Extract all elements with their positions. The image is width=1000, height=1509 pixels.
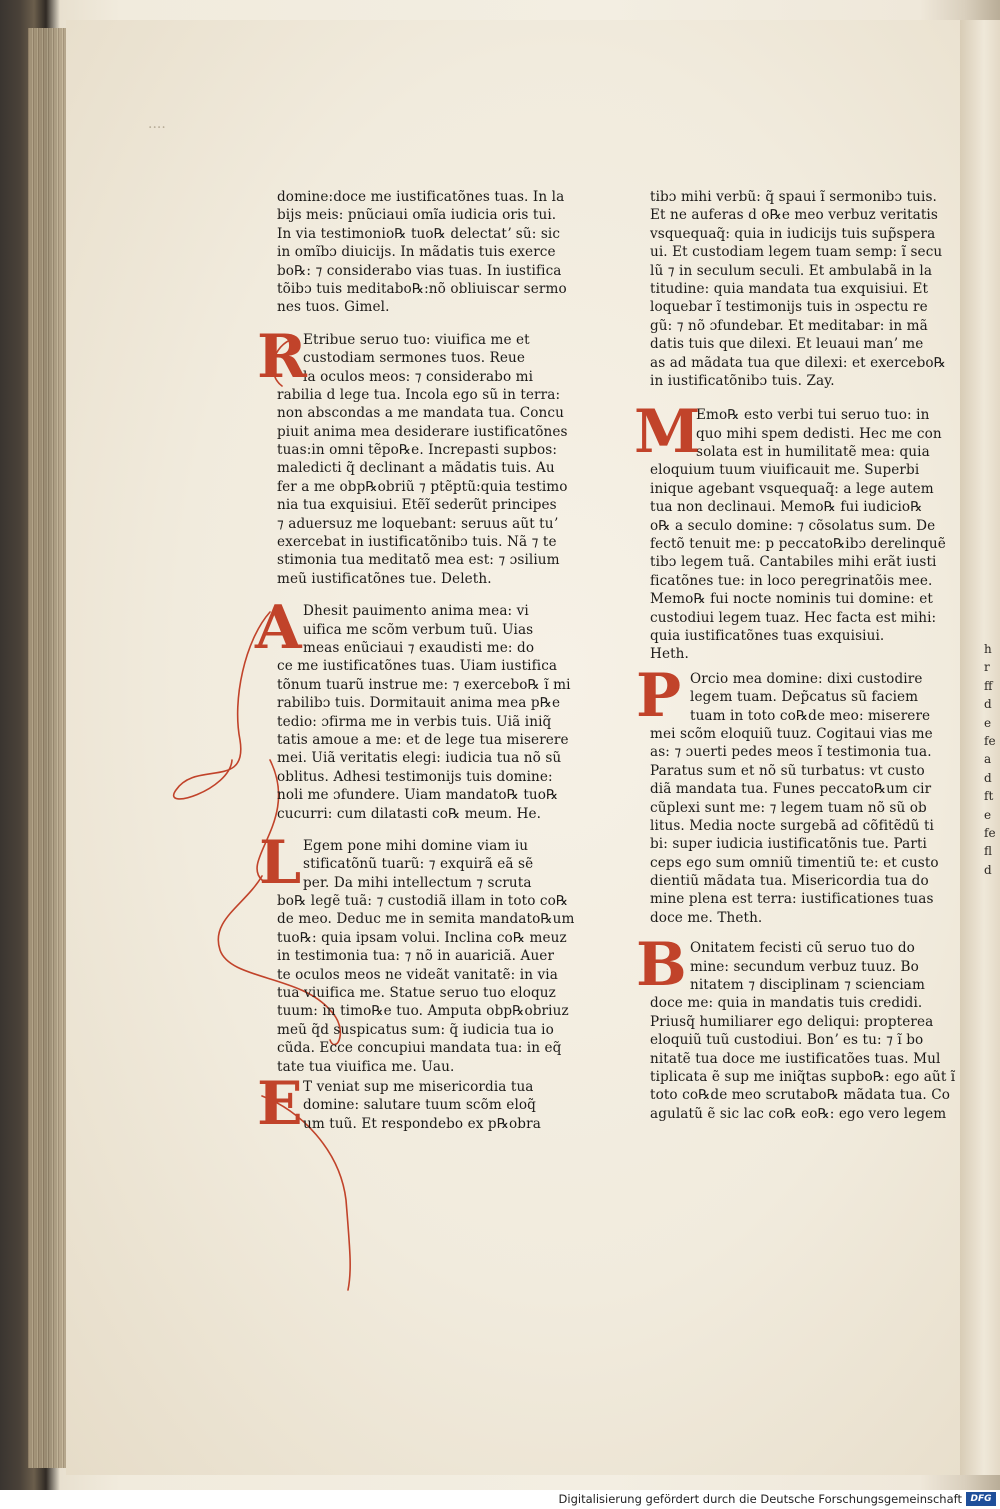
text-line: o℞ a seculo domine: ⁊ cõsolatus sum. De bbox=[650, 517, 936, 534]
text-line: piuit anima mea desiderare iustificatõnes bbox=[277, 423, 568, 440]
text-line: meas enũciaui ⁊ exaudisti me: do bbox=[303, 639, 535, 656]
text-line: ui. Et custodiam legem tuam semp: ĩ secu bbox=[650, 244, 943, 261]
text-line: custodiui legem tuaz. Hec facta est mihi: bbox=[650, 609, 937, 626]
text-line: ce me iustificatõnes tuas. Uiam iustifica bbox=[277, 658, 558, 675]
text-line: tõnum tuarũ instrue me: ⁊ exercebo℞ ĩ mi bbox=[277, 676, 571, 693]
text-line: dientiũ mãdata tua. Misericordia tua do bbox=[650, 873, 929, 890]
section-vau bbox=[257, 1068, 577, 1139]
text-line: tuam in toto co℞de meo: miserere bbox=[690, 707, 931, 724]
text-line: bo℞: ⁊ considerabo vias tuas. In iustifica bbox=[277, 262, 562, 279]
text-line: Memo℞ fui nocte nominis tui domine: et bbox=[650, 591, 933, 608]
text-line: mei. Uiã veritatis elegi: iudicia tua nõ sũ bbox=[277, 750, 562, 767]
text-line: tatis amoue a me: et de lege tua miserere bbox=[277, 731, 569, 748]
edge-glyph: fe bbox=[984, 733, 996, 748]
faint-folio-mark: ···· bbox=[148, 120, 166, 136]
section-resh bbox=[257, 321, 577, 588]
right-intro bbox=[650, 188, 946, 390]
text-line: fectõ tenuit me: p peccato℞ibɔ derelinquẽ bbox=[650, 536, 946, 553]
text-line: stificatõnũ tuarũ: ⁊ exquirã eã sẽ bbox=[303, 856, 534, 873]
text-line: exercebat in iustificatõnibɔ tuis. Nã ⁊ te bbox=[277, 534, 557, 551]
text-line: legem tuam. Dep̃catus sũ faciem bbox=[690, 689, 919, 706]
text-line: quia iustificatõnes tuas exquisiui. bbox=[650, 627, 885, 644]
left-text-column bbox=[255, 188, 577, 1139]
edge-glyph: r bbox=[984, 660, 990, 675]
text-line: noli me ɔfundere. Uiam mandato℞ tuo℞ bbox=[277, 787, 559, 804]
text-line: solata est in humilitatẽ mea: quia bbox=[696, 444, 930, 461]
text-line: vsquequaq̃: quia in iudicijs tuis sup̃spera bbox=[650, 225, 936, 242]
red-initial-p: P bbox=[636, 660, 682, 731]
text-line: loquebar ĩ testimonijs tuis in ɔspectu re bbox=[650, 299, 928, 316]
text-line: nitatem ⁊ disciplinam ⁊ scienciam bbox=[690, 977, 925, 994]
text-line: tõibɔ tuis meditabo℞:nõ obliuiscar sermo bbox=[277, 280, 567, 297]
text-line: ⁊ aduersuz me loquebant: seruus aũt tuʼ bbox=[277, 515, 559, 532]
text-line: meũ iustificatõnes tue. Deleth. bbox=[277, 570, 492, 587]
text-line: tuas:in omni tẽpo℞e. Increpasti supbos: bbox=[277, 442, 558, 459]
text-line: eloquium tuum viuificauit me. Superbi bbox=[650, 462, 920, 479]
text-line: Onitatem fecisti cũ seruo tuo do bbox=[690, 940, 915, 957]
text-line: tate tua viuifica me. Uau. bbox=[277, 1058, 455, 1075]
text-line: quo mihi spem dedisti. Hec me con bbox=[696, 425, 942, 442]
text-line: Etribue seruo tuo: viuifica me et bbox=[303, 331, 530, 348]
text-line: lũ ⁊ in seculum seculi. Et ambulabã in la bbox=[650, 262, 933, 279]
text-line: non abscondas a me mandata tua. Concu bbox=[277, 405, 564, 422]
text-line: tibɔ legem tuã. Cantabiles mihi erãt iusti bbox=[650, 554, 937, 571]
text-line: bo℞ legẽ tuã: ⁊ custodiã illam in toto co℞ bbox=[277, 893, 569, 910]
text-line: maledicti q̃ declinant a mãdatis tuis. Au bbox=[277, 460, 555, 477]
text-line: inique agebant vsquequaq̃: a lege autem bbox=[650, 480, 934, 497]
text-line: doce me. Theth. bbox=[650, 909, 763, 926]
dfg-logo-icon: DFG bbox=[966, 1492, 996, 1506]
text-line: uifica me scõm verbum tuũ. Uias bbox=[303, 621, 534, 638]
text-line: mei scõm eloquiũ tuuz. Cogitaui vias me bbox=[650, 725, 933, 742]
text-line: in testimonia tua: ⁊ nõ in auariciã. Auer bbox=[277, 948, 555, 965]
text-line: gũ: ⁊ nõ ɔfundebar. Et meditabar: in mã bbox=[650, 317, 928, 334]
text-line: doce me: quia in mandatis tuis credidi. bbox=[650, 995, 923, 1012]
text-line: as: ⁊ ɔuerti pedes meos ĩ testimonia tua. bbox=[650, 744, 932, 761]
edge-glyph: h bbox=[984, 642, 992, 656]
text-line: diã mandata tua. Funes peccato℞um cir bbox=[650, 781, 932, 798]
section-heth-mem bbox=[634, 397, 946, 663]
text-line: titudine: quia mandata tua exquisiui. Et bbox=[650, 280, 929, 297]
text-line: Paratus sum et nõ sũ turbatus: vt custo bbox=[650, 762, 925, 779]
text-line: tua non declinaui. Memo℞ fui iudicio℞ bbox=[650, 499, 923, 516]
text-line: cucurri: cum dilatasti co℞ meum. He. bbox=[277, 805, 542, 822]
text-line: Et ne auferas d o℞e meo verbuz veritatis bbox=[650, 207, 938, 224]
text-line: tuo℞: quia ipsam volui. Inclina co℞ meuz bbox=[277, 929, 567, 946]
section-b bbox=[636, 930, 956, 1123]
funding-credit: Digitalisierung gefördert durch die Deutsche Forschungsgemeinschaft bbox=[558, 1492, 962, 1506]
red-initial-l: L bbox=[259, 827, 302, 898]
digitization-footer bbox=[0, 1490, 1000, 1509]
text-line: de meo. Deduc me in semita mandato℞um bbox=[277, 911, 575, 928]
text-line: te oculos meos ne videãt vanitatẽ: in via bbox=[277, 966, 558, 983]
left-intro bbox=[277, 188, 577, 317]
text-line: ceps ego sum omniũ timentiũ te: et custo bbox=[650, 854, 939, 871]
text-line: tua viuifica me. Statue seruo tuo eloquz bbox=[277, 985, 556, 1002]
facing-page-text-edge bbox=[984, 640, 1000, 879]
edge-glyph: d bbox=[984, 697, 992, 712]
text-line: Dhesit pauimento anima mea: vi bbox=[303, 603, 529, 620]
text-line: tiplicata ẽ sup me iniq̃tas supbo℞: ego aũt ĩ bbox=[650, 1068, 956, 1085]
text-line: bi: super iudicia iustificatõnis tue. Parti bbox=[650, 836, 927, 853]
red-initial-b: B bbox=[636, 930, 687, 1001]
text-line: Emo℞ esto verbi tui seruo tuo: in bbox=[696, 407, 930, 424]
text-line: agulatũ ẽ sic lac co℞ eo℞: ego vero legem bbox=[650, 1105, 947, 1122]
text-line: um tuũ. Et respondebo ex p℞obra bbox=[303, 1115, 541, 1132]
text-line: bijs meis: pnũciaui omĩa iudicia oris tui. bbox=[277, 207, 557, 224]
text-line: stimonia tua meditatõ mea est: ⁊ ɔsilium bbox=[277, 552, 560, 569]
page-edge-stack bbox=[28, 28, 66, 1468]
section-daleth bbox=[255, 593, 577, 823]
text-line: eloquiũ tuũ custodiui. Bonʼ es tu: ⁊ ĩ bo bbox=[650, 1032, 924, 1049]
edge-glyph: e bbox=[984, 715, 992, 730]
edge-glyph: ff bbox=[984, 678, 993, 693]
text-line: cũplexi sunt me: ⁊ legem tuam nõ sũ ob bbox=[650, 799, 927, 816]
right-text-column bbox=[634, 188, 956, 1123]
text-line: meũ q̃d suspicatus sum: q̃ iudicia tua io bbox=[277, 1021, 554, 1038]
text-line: T veniat sup me misericordia tua bbox=[303, 1078, 534, 1095]
text-line: in iustificatõnibɔ tuis. Zay. bbox=[650, 372, 835, 389]
text-line: mine plena est terra: iustificationes tuas bbox=[650, 891, 934, 908]
text-line: litus. Media nocte surgebã ad cõfitẽdũ ti bbox=[650, 817, 934, 834]
red-initial-r: R bbox=[257, 321, 307, 392]
text-line: nia tua exquisiui. Etẽĩ sederũt principes bbox=[277, 497, 557, 514]
text-line: fer a me obp℞obriũ ⁊ ptẽptũ:quia testimo bbox=[277, 478, 568, 495]
edge-glyph: e bbox=[984, 807, 992, 822]
text-line: custodiam sermones tuos. Reue bbox=[303, 350, 526, 367]
edge-glyph: a bbox=[984, 752, 992, 767]
text-line: ficatõnes tue: in loco peregrinatõis mee. bbox=[650, 572, 933, 589]
red-initial-e: E bbox=[257, 1068, 303, 1139]
text-line: cũda. Ecce concupiui mandata tua: in eq̃ bbox=[277, 1040, 562, 1057]
text-line: Priusq̃ humiliarer ego deliqui: propterea bbox=[650, 1013, 934, 1030]
text-line: nes tuos. Gimel. bbox=[277, 299, 390, 316]
edge-glyph: ft bbox=[984, 789, 994, 804]
text-line: tibɔ mihi verbũ: q̃ spaui ĩ sermonibɔ tuis. bbox=[650, 189, 937, 205]
edge-glyph: d bbox=[984, 862, 992, 877]
text-line: la oculos meos: ⁊ considerabo mi bbox=[303, 368, 534, 385]
text-line: domine: salutare tuum scõm eloq̃ bbox=[303, 1097, 536, 1114]
edge-glyph: d bbox=[984, 770, 992, 785]
text-line: In via testimonio℞ tuo℞ delectatʼ sũ: sic bbox=[277, 225, 561, 242]
text-line: datis tuis que dilexi. Et leuaui manʼ me bbox=[650, 336, 924, 353]
edge-glyph: fe bbox=[984, 825, 996, 840]
text-line: rabilia d lege tua. Incola ego sũ in terra: bbox=[277, 386, 561, 403]
section-he bbox=[259, 827, 577, 1076]
text-line: rabilibɔ tuis. Dormitauit anima mea p℞e bbox=[277, 695, 561, 712]
text-line: per. Da mihi intellectum ⁊ scruta bbox=[303, 874, 532, 891]
text-line: toto co℞de meo scrutabo℞ mãdata tua. Co bbox=[650, 1087, 951, 1104]
text-line: Egem pone mihi domine viam iu bbox=[303, 837, 529, 854]
text-line: domine:doce me iustificatõnes tuas. In la bbox=[277, 189, 565, 205]
text-line: Orcio mea domine: dixi custodire bbox=[690, 670, 923, 687]
section-theth-p bbox=[636, 660, 940, 927]
text-line: oblitus. Adhesi testimonijs tuis domine: bbox=[277, 768, 553, 785]
text-line: nitatẽ tua doce me iustificatões tuas. Mul bbox=[650, 1050, 941, 1067]
text-line: tuum: in timo℞e tuo. Amputa obp℞obriuz bbox=[277, 1003, 569, 1020]
text-line: tedio: ɔfirma me in verbis tuis. Uiã iniq̃ bbox=[277, 713, 552, 730]
text-line: mine: secundum verbuz tuuz. Bo bbox=[690, 958, 919, 975]
red-initial-a: A bbox=[255, 593, 302, 664]
edge-glyph: fl bbox=[984, 844, 993, 859]
text-line: Heth. bbox=[650, 646, 689, 663]
red-initial-m: M bbox=[634, 397, 701, 468]
text-line: as ad mãdata tua que dilexi: et exercebo℞ bbox=[650, 354, 946, 371]
text-line: in omĩbɔ diuicijs. In mãdatis tuis exerce bbox=[277, 244, 556, 261]
